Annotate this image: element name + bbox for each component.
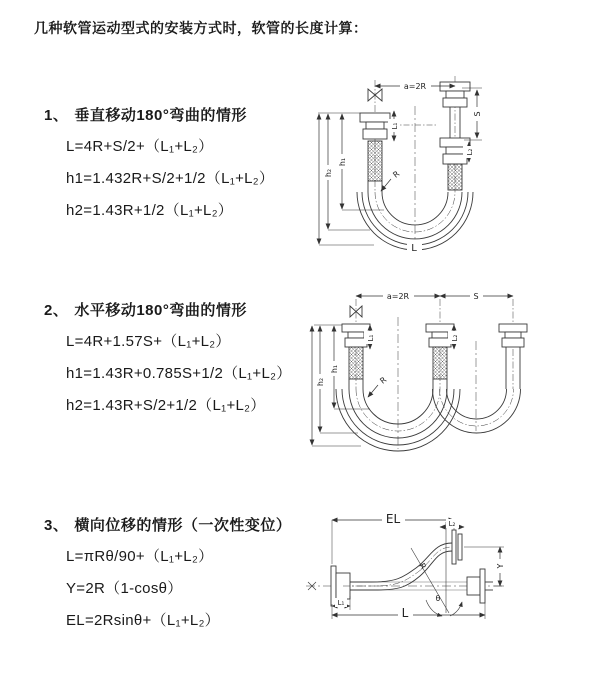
dim-label-l1: L₁ (367, 334, 375, 342)
formula-h2: h2=1.43R+1/2（L₁+L₂） (66, 202, 234, 219)
section-3 (44, 514, 291, 641)
page-title: 几种软管运动型式的安装方式时，软管的长度计算： (34, 20, 368, 36)
dim-label-l2: L₂ (466, 148, 474, 156)
length-label: L (411, 243, 417, 254)
right-flange (467, 569, 485, 603)
dim-label-l1: L₁ (391, 122, 399, 130)
left-fitting (360, 113, 390, 139)
dim-label-y: Y (496, 563, 505, 569)
formula-y: Y=2R（1-cosθ） (66, 580, 183, 597)
hose-bottom-wall (350, 551, 452, 590)
dim-label-h1: h₁ (330, 364, 339, 374)
middle-braid-hose (433, 347, 447, 379)
formula-el: EL=2Rsinθ+（L₁+L₂） (66, 612, 220, 629)
section-3-heading (44, 514, 291, 535)
section-3-title: 横向位移的情形（一次性变位） (74, 517, 292, 534)
dim-label-l2: L₂ (448, 520, 456, 528)
radius-label: R (378, 375, 389, 386)
diagram-horizontal-u-bend (306, 281, 598, 453)
dim-label-a2r: a=2R (403, 82, 427, 91)
shifted-hose-inner-wall (447, 389, 507, 419)
formula-h2: h2=1.43R+S/2+1/2（L₁+L₂） (66, 397, 266, 414)
hose-top-wall (350, 543, 452, 582)
section-2 (44, 299, 292, 426)
angle-label: θ (435, 594, 441, 603)
right-braid-hose (448, 164, 462, 190)
section-2-title: 水平移动180°弯曲的情形 (74, 302, 247, 319)
section-1-title: 垂直移动180°弯曲的情形 (74, 107, 247, 124)
dim-label-h1: h₁ (338, 157, 347, 167)
left-braid-hose (349, 347, 363, 379)
formula-h1: h1=1.43R+0.785S+1/2（L₁+L₂） (66, 365, 292, 382)
radius-label: R (417, 561, 428, 571)
section-3-number: 3、 (44, 517, 69, 534)
formula-length: L=4R+1.57S+（L₁+L₂） (66, 333, 231, 350)
formula-length: L=4R+S/2+（L₁+L₂） (66, 138, 214, 155)
radius-label: R (391, 169, 402, 180)
dim-label-s: S (473, 111, 482, 117)
right-fitting (499, 324, 527, 347)
dim-label-h2: h₂ (324, 168, 333, 178)
left-braid-hose (368, 141, 382, 181)
section-1 (44, 104, 274, 231)
dim-label-l2: L₂ (451, 334, 459, 342)
section-1-heading (44, 104, 274, 125)
formula-length: L=πRθ/90+（L₁+L₂） (66, 548, 214, 565)
dim-label-l: L (401, 606, 409, 620)
diagram-lateral-displacement (298, 500, 598, 665)
section-1-number: 1、 (44, 107, 69, 124)
shifted-hose-outer-wall (433, 389, 521, 433)
dim-label-l1: L₁ (337, 599, 345, 607)
section-2-heading (44, 299, 292, 320)
dim-label-s: S (473, 292, 479, 301)
dim-label-a2r: a=2R (386, 292, 410, 301)
section-2-number: 2、 (44, 302, 69, 319)
formula-h1: h1=1.432R+S/2+1/2（L₁+L₂） (66, 170, 275, 187)
upper-flange (452, 530, 462, 564)
diagram-vertical-u-bend (312, 62, 597, 260)
dim-label-el: EL (385, 512, 401, 526)
hose-centerline (343, 547, 452, 586)
dim-label-h2: h₂ (316, 377, 325, 387)
